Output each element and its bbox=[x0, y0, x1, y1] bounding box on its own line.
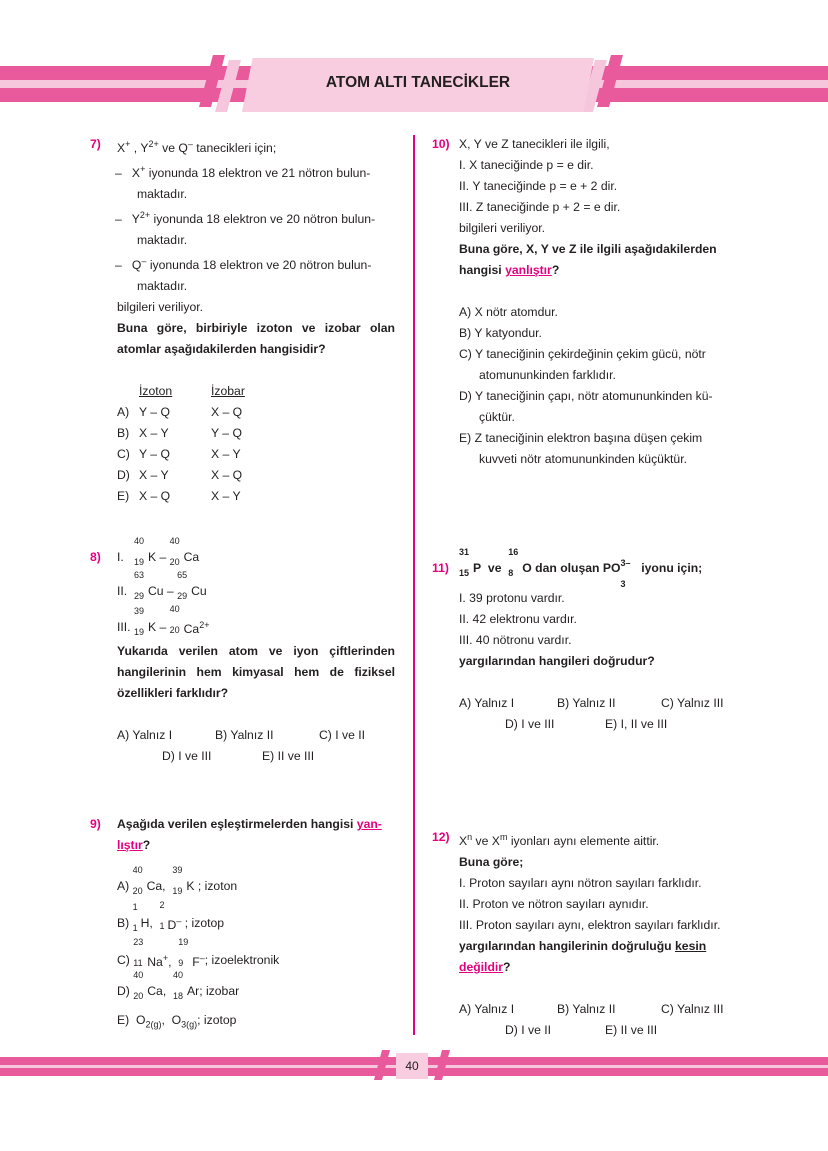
q12-item2: II. Proton ve nötron sayıları aynıdır. bbox=[459, 897, 649, 912]
q7-intro: X+ , $Y^{2+}$ ve Q– tanecikleri için; bbox=[117, 139, 277, 156]
q10-item2: II. Y taneciğinde p = e + 2 dir. bbox=[459, 179, 618, 193]
q12-item1: I. Proton sayıları aynı nötron sayıları farklıdır. bbox=[459, 876, 702, 891]
q7-option-b[interactable]: B) X – Y Y – Q bbox=[117, 426, 242, 441]
q7-item1b: maktadır. bbox=[137, 187, 188, 202]
question-number: 11) bbox=[432, 561, 449, 575]
q9-option-b[interactable]: B) 1 1 H, 2 1 D– ; izotop bbox=[117, 900, 225, 934]
q11-option-d[interactable]: D) I ve III bbox=[505, 717, 555, 731]
q7-option-header bbox=[117, 381, 395, 402]
q8-option-e[interactable]: E) II ve III bbox=[262, 749, 315, 763]
q10-option-e[interactable]: E) Z taneciğinin elektron başına düşen çekim bbox=[459, 431, 703, 445]
q8-option-b[interactable]: B) Yalnız II bbox=[215, 728, 274, 742]
q7-option-d[interactable]: D) X – Y X – Q bbox=[117, 468, 243, 483]
q10-item1: I. X taneciğinde p = e dir. bbox=[459, 158, 594, 172]
q7-item3: – Q– iyonunda 18 elektron ve 20 nötron bulun- bbox=[115, 256, 372, 273]
question-number: 10) bbox=[432, 137, 450, 151]
q10-option-e-cont: kuvveti nötr atomununkinden küçüktür. bbox=[479, 452, 687, 466]
q7-option-e[interactable]: E) X – Q X – Y bbox=[117, 489, 241, 504]
q10-item3: III. Z taneciğinde p + 2 = e dir. bbox=[459, 200, 621, 214]
question-11 bbox=[432, 547, 737, 735]
q12-intro: $X^n$ ve $X^m$ iyonları aynı elemente aittir. bbox=[459, 832, 660, 849]
question-10: 10) X, Y ve Z tanecikleri ile ilgili, I. X taneciğinde p = e dir. II. Y taneciğinde p = e + 2 dir. III. Z taneciğinde p + 2 = e dir. bilgileri veriliyor. Buna göre, X, Y ve Z ile ilgili aşağıdakilerden hangisi yanlıştır? A) X nötr atomdur. B) Y katyondur. C) Y taneciğinin çekirdeğinin çekim gücü, nötr atomununkinden farklıdır. D) Y taneciğinin çapı, nötr atomununkinden kü- çüktür. E) Z taneciğinin elektron başına düşen çekim kuvveti nötr atomununkinden küçüktür. bbox=[459, 134, 737, 470]
q8-item2: II. 63 29 Cu – 65 29 Cu bbox=[117, 570, 207, 602]
q10-option-a[interactable]: A) X nötr atomdur. bbox=[459, 305, 558, 319]
q12-option-e[interactable]: E) II ve III bbox=[605, 1023, 658, 1038]
q12-lead: Buna göre; bbox=[459, 855, 524, 870]
izoton-header: İzoton bbox=[139, 384, 173, 399]
q7-item2: – $Y^{2+}$ iyonunda 18 elektron ve 20 nötron bulun- bbox=[115, 210, 376, 227]
q12-options-row2 bbox=[459, 1020, 737, 1041]
column-divider bbox=[413, 135, 415, 1035]
q11-option-e[interactable]: E) I, II ve III bbox=[605, 717, 668, 731]
q8-item1: I. 40 19 K – 40 20 Ca bbox=[117, 536, 200, 568]
q8-question: Yukarıda verilen atom ve iyon çiftlerinden hangilerinin hem kimyasal hem de fiziksel özellikleri farklıdır? bbox=[117, 644, 395, 700]
q12-item3: III. Proton sayıları aynı, elektron sayıları farklıdır. bbox=[459, 918, 721, 933]
q11-item3: III. 40 nötronu vardır. bbox=[459, 633, 572, 647]
q12-option-d[interactable]: D) I ve II bbox=[505, 1023, 552, 1038]
q10-option-c-cont: atomununkinden farklıdır. bbox=[479, 368, 616, 382]
q11-option-a[interactable]: A) Yalnız I bbox=[459, 696, 515, 710]
q11-options-row2 bbox=[459, 714, 737, 735]
q11-question: yargılarından hangileri doğrudur? bbox=[459, 654, 655, 668]
q11-item2: II. 42 elektronu vardır. bbox=[459, 612, 577, 626]
q9-question: Aşağıda verilen eşleştirmelerden hangisi yan- bbox=[117, 817, 382, 831]
q12-option-b[interactable]: B) Yalnız II bbox=[557, 1002, 616, 1017]
q8-option-a[interactable]: A) Yalnız I bbox=[117, 728, 173, 742]
q11-option-b[interactable]: B) Yalnız II bbox=[557, 696, 616, 710]
q10-option-d-cont: çüktür. bbox=[479, 410, 515, 424]
q7-option-c[interactable]: C) Y – Q X – Y bbox=[117, 447, 241, 462]
q7-item3b: maktadır. bbox=[137, 279, 188, 294]
question-number: 7) bbox=[90, 137, 101, 151]
q9-option-a[interactable]: A) 40 20 Ca, 39 19 K ; izoton bbox=[117, 865, 238, 897]
q9-option-e[interactable]: E) $O_{2(g)}$, $O_{3(g)}$; izotop bbox=[117, 1013, 237, 1030]
q10-option-c[interactable]: C) Y taneciğinin çekirdeğinin çekim gücü, nötr bbox=[459, 347, 706, 361]
question-number: 12) bbox=[432, 830, 450, 844]
q10-question: Buna göre, X, Y ve Z ile ilgili aşağıdakilerden bbox=[459, 242, 717, 256]
q7-given: bilgileri veriliyor. bbox=[117, 300, 204, 315]
q10-option-d[interactable]: D) Y taneciğinin çapı, nötr atomununkinden kü- bbox=[459, 389, 713, 403]
q8-options-row1 bbox=[117, 725, 395, 746]
q8-options-row2 bbox=[117, 746, 395, 767]
question-8 bbox=[90, 536, 395, 767]
q8-option-c[interactable]: C) I ve II bbox=[319, 728, 366, 742]
q7-option-a[interactable]: A) Y – Q X – Q bbox=[117, 405, 243, 420]
q10-intro: X, Y ve Z tanecikleri ile ilgili, bbox=[459, 137, 610, 151]
q7-item1: – X+ iyonunda 18 elektron ve 21 nötron bulun- bbox=[115, 164, 371, 181]
q10-given: bilgileri veriliyor. bbox=[459, 221, 546, 235]
q7-question: Buna göre, birbiriyle izoton ve izobar olan atomlar aşağıdakilerden hangisidir? bbox=[117, 321, 395, 357]
izobar-header: İzobar bbox=[211, 384, 245, 399]
q11-option-c[interactable]: C) Yalnız III bbox=[661, 696, 724, 710]
q12-option-a[interactable]: A) Yalnız I bbox=[459, 1002, 515, 1017]
question-number: 8) bbox=[90, 550, 101, 564]
q9-option-d[interactable]: D) 40 20 Ca, 40 18 Ar; izobar bbox=[117, 970, 240, 1002]
q12-options-row1 bbox=[459, 999, 737, 1020]
q11-intro: 31 15 P ve 16 8 O dan oluşan PO 3– 3 iyonu için; bbox=[459, 547, 703, 589]
page-number: 40 bbox=[396, 1053, 428, 1079]
q9-option-c[interactable]: C) 23 11 Na+, 19 9 F–; izoelektronik bbox=[117, 937, 280, 970]
q8-item3: III. 39 19 K – 40 20 $Ca^{2+}$ bbox=[117, 604, 210, 638]
q12-option-c[interactable]: C) Yalnız III bbox=[661, 1002, 724, 1017]
q8-option-d[interactable]: D) I ve III bbox=[162, 749, 212, 763]
page-title: ATOM ALTI TANECİKLER bbox=[325, 74, 511, 91]
q10-option-b[interactable]: B) Y katyondur. bbox=[459, 326, 542, 340]
q11-item1: I. 39 protonu vardır. bbox=[459, 591, 565, 605]
question-9: 9) Aşağıda verilen eşleştirmelerden hangisi yan- lıştır? A) 40 20 Ca, 39 19 K ; izoton B) 1 1 H, 2 1 D– ; izotop C) 23 11 Na+, 19 9 F–; izoelektronik D) 40 20 Ca, 40 18 Ar; izobar E) $O_{2(g)}$, $O_{3(g)}$; izotop bbox=[117, 814, 395, 1035]
question-12: 12) $X^n$ ve $X^m$ iyonları aynı elemente aittir. Buna göre; I. Proton sayıları aynı nötron sayıları farklıdır. II. Proton ve nötron sayıları aynıdır. III. Proton sayıları aynı, elektron sayıları farklıdır. yargılarından hangilerinin doğruluğu kesin değildir? A) Yalnız I B) Yalnız II C) Yalnız III D) I ve II E) II ve III bbox=[459, 827, 737, 1041]
question-7 bbox=[90, 134, 395, 507]
question-number: 9) bbox=[90, 817, 101, 831]
q11-options-row1 bbox=[459, 693, 737, 714]
q7-item2b: maktadır. bbox=[137, 233, 188, 248]
q12-question: yargılarından hangilerinin doğruluğu kesin bbox=[459, 939, 707, 954]
